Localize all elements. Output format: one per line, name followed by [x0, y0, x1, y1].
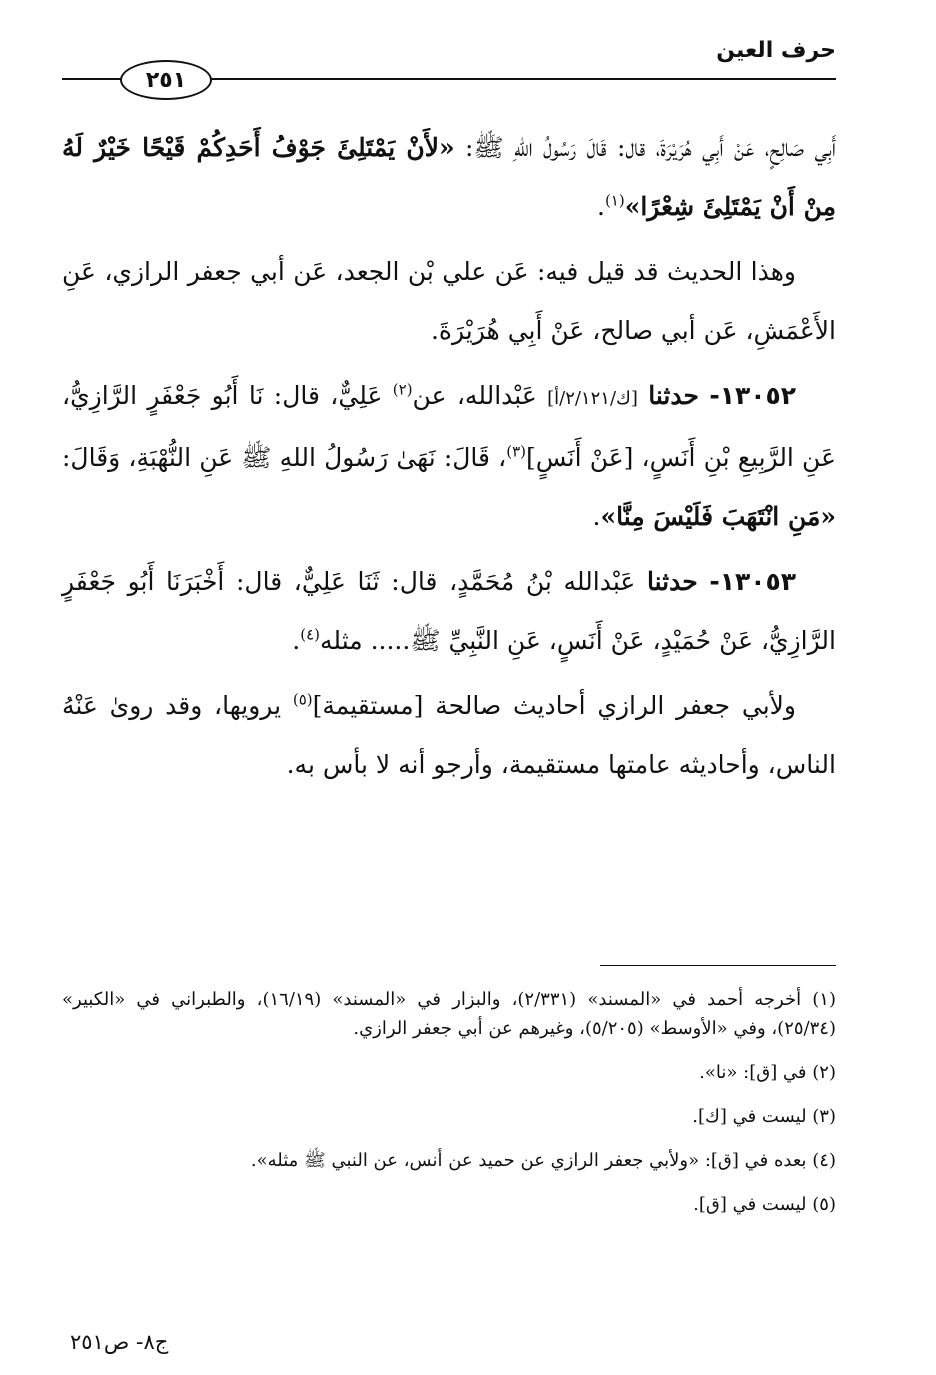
- h2-end: .: [292, 626, 301, 655]
- footnote-ref-4: (٤): [300, 625, 321, 644]
- running-title: حرف العين: [716, 38, 836, 63]
- footnote-4: (٤) بعده في [ق]: «ولأبي جعفر الرازي عن حميد عن أنس، عن النبي ﷺ مثله».: [250, 1150, 836, 1171]
- footnote-3: (٣) ليست في [ك].: [692, 1106, 836, 1127]
- hadith-13053: [62, 552, 836, 670]
- paragraph-2: وهذا الحديث قد قيل فيه: عَن علي بْن الجعد، عَن أبي جعفر الرازي، عَنِ الأَعْمَشِ، عَن أبي صالح، عَنْ أَبِي هُرَيْرَةَ.: [62, 257, 836, 345]
- paragraph-3: [62, 676, 836, 794]
- footnote-ref-2: (٢): [392, 380, 413, 399]
- footnote-rule: [600, 965, 836, 966]
- footnote-1: (١) أخرجه أحمد في «المسند» (٢/٣٣١)، والبزار في «المسند» (١٦/١٩)، والطبراني في «الكبير» (٢٥/٣٤)، وفي «الأوسط» (٥/٢٠٥)، وغيرهم عن أبي جعفر الرازي.: [62, 989, 836, 1039]
- main-text: [62, 118, 836, 800]
- manuscript-ref: [ك/٢/١٢١/أ]: [547, 388, 638, 409]
- volume-page-reference: ج٨- ص٢٥١: [70, 1330, 169, 1354]
- h1-end: .: [592, 502, 601, 531]
- h2-text-a: عَبْدالله بْنُ مُحَمَّدٍ، قال: ثَنَا عَلِيٌّ، قال: أَخْبَرَنَا أَبُو جَعْفَرٍ الرَّازِيُّ، عَنْ حُمَيْدٍ، عَنْ أَنَسٍ، عَنِ النَّبِيِّ ﷺ..... مثله: [62, 567, 836, 655]
- page-number-badge: [120, 60, 212, 100]
- paragraph-1: [62, 118, 836, 236]
- h1-text-a: عَبْدالله، عن: [412, 381, 548, 410]
- p3-text-b: يرويها، وقد روىٰ عَنْهُ الناس، وأحاديثه عامتها مستقيمة، وأرجو أنه لا بأس به.: [62, 691, 836, 779]
- haddathana-1: حدثنا: [648, 381, 699, 410]
- hadith-number-1: ١٣٠٥٢-: [709, 381, 796, 410]
- footnote-2: (٢) في [ق]: «نا».: [699, 1062, 836, 1083]
- h1-text-b: عَلِيٌّ، قال: نَا أَبُو جَعْفَرٍ الرَّازِيُّ، عَنِ الرَّبِيعِ بْنِ أَنَسٍ، [عَنْ أَنَسٍ]: [62, 381, 836, 472]
- h1-quote: «مَنِ انْتَهَبَ فَلَيْسَ مِنَّا»: [600, 502, 836, 531]
- haddathana-2: حدثنا: [646, 567, 698, 596]
- footnote-ref-5: (٥): [292, 690, 313, 709]
- footnote-ref-1: (١): [604, 191, 625, 210]
- footnotes: [62, 985, 836, 1234]
- hadith-number-2: ١٣٠٥٣-: [709, 567, 796, 596]
- hadith-13052: [62, 366, 836, 546]
- page-number: ٢٥١: [145, 67, 187, 93]
- p3-text-a: ولأبي جعفر الرازي أحاديث صالحة [مستقيمة]: [312, 691, 796, 720]
- h1-text-c: ، قَالَ: نَهَىٰ رَسُولُ اللهِ ﷺ عَنِ النُّهْبَةِ، وَقَالَ:: [62, 443, 507, 472]
- p1-quote: «لأَنْ يَمْتَلِئَ جَوْفُ أَحَدِكُمْ قَيْحًا خَيْرٌ لَهُ مِنْ أَنْ يَمْتَلِئَ شِعْرًا»: [62, 133, 836, 221]
- p1-text: أَبِي صَالِحٍ، عَنْ أَبِي هُرَيْرَةَ، قال: قَالَ رَسُولُ اللهِ ﷺ:: [454, 133, 836, 162]
- footnote-5: (٥) ليست في [ق].: [693, 1194, 836, 1215]
- p1-end: .: [596, 192, 605, 221]
- footnote-ref-3: (٣): [506, 442, 526, 461]
